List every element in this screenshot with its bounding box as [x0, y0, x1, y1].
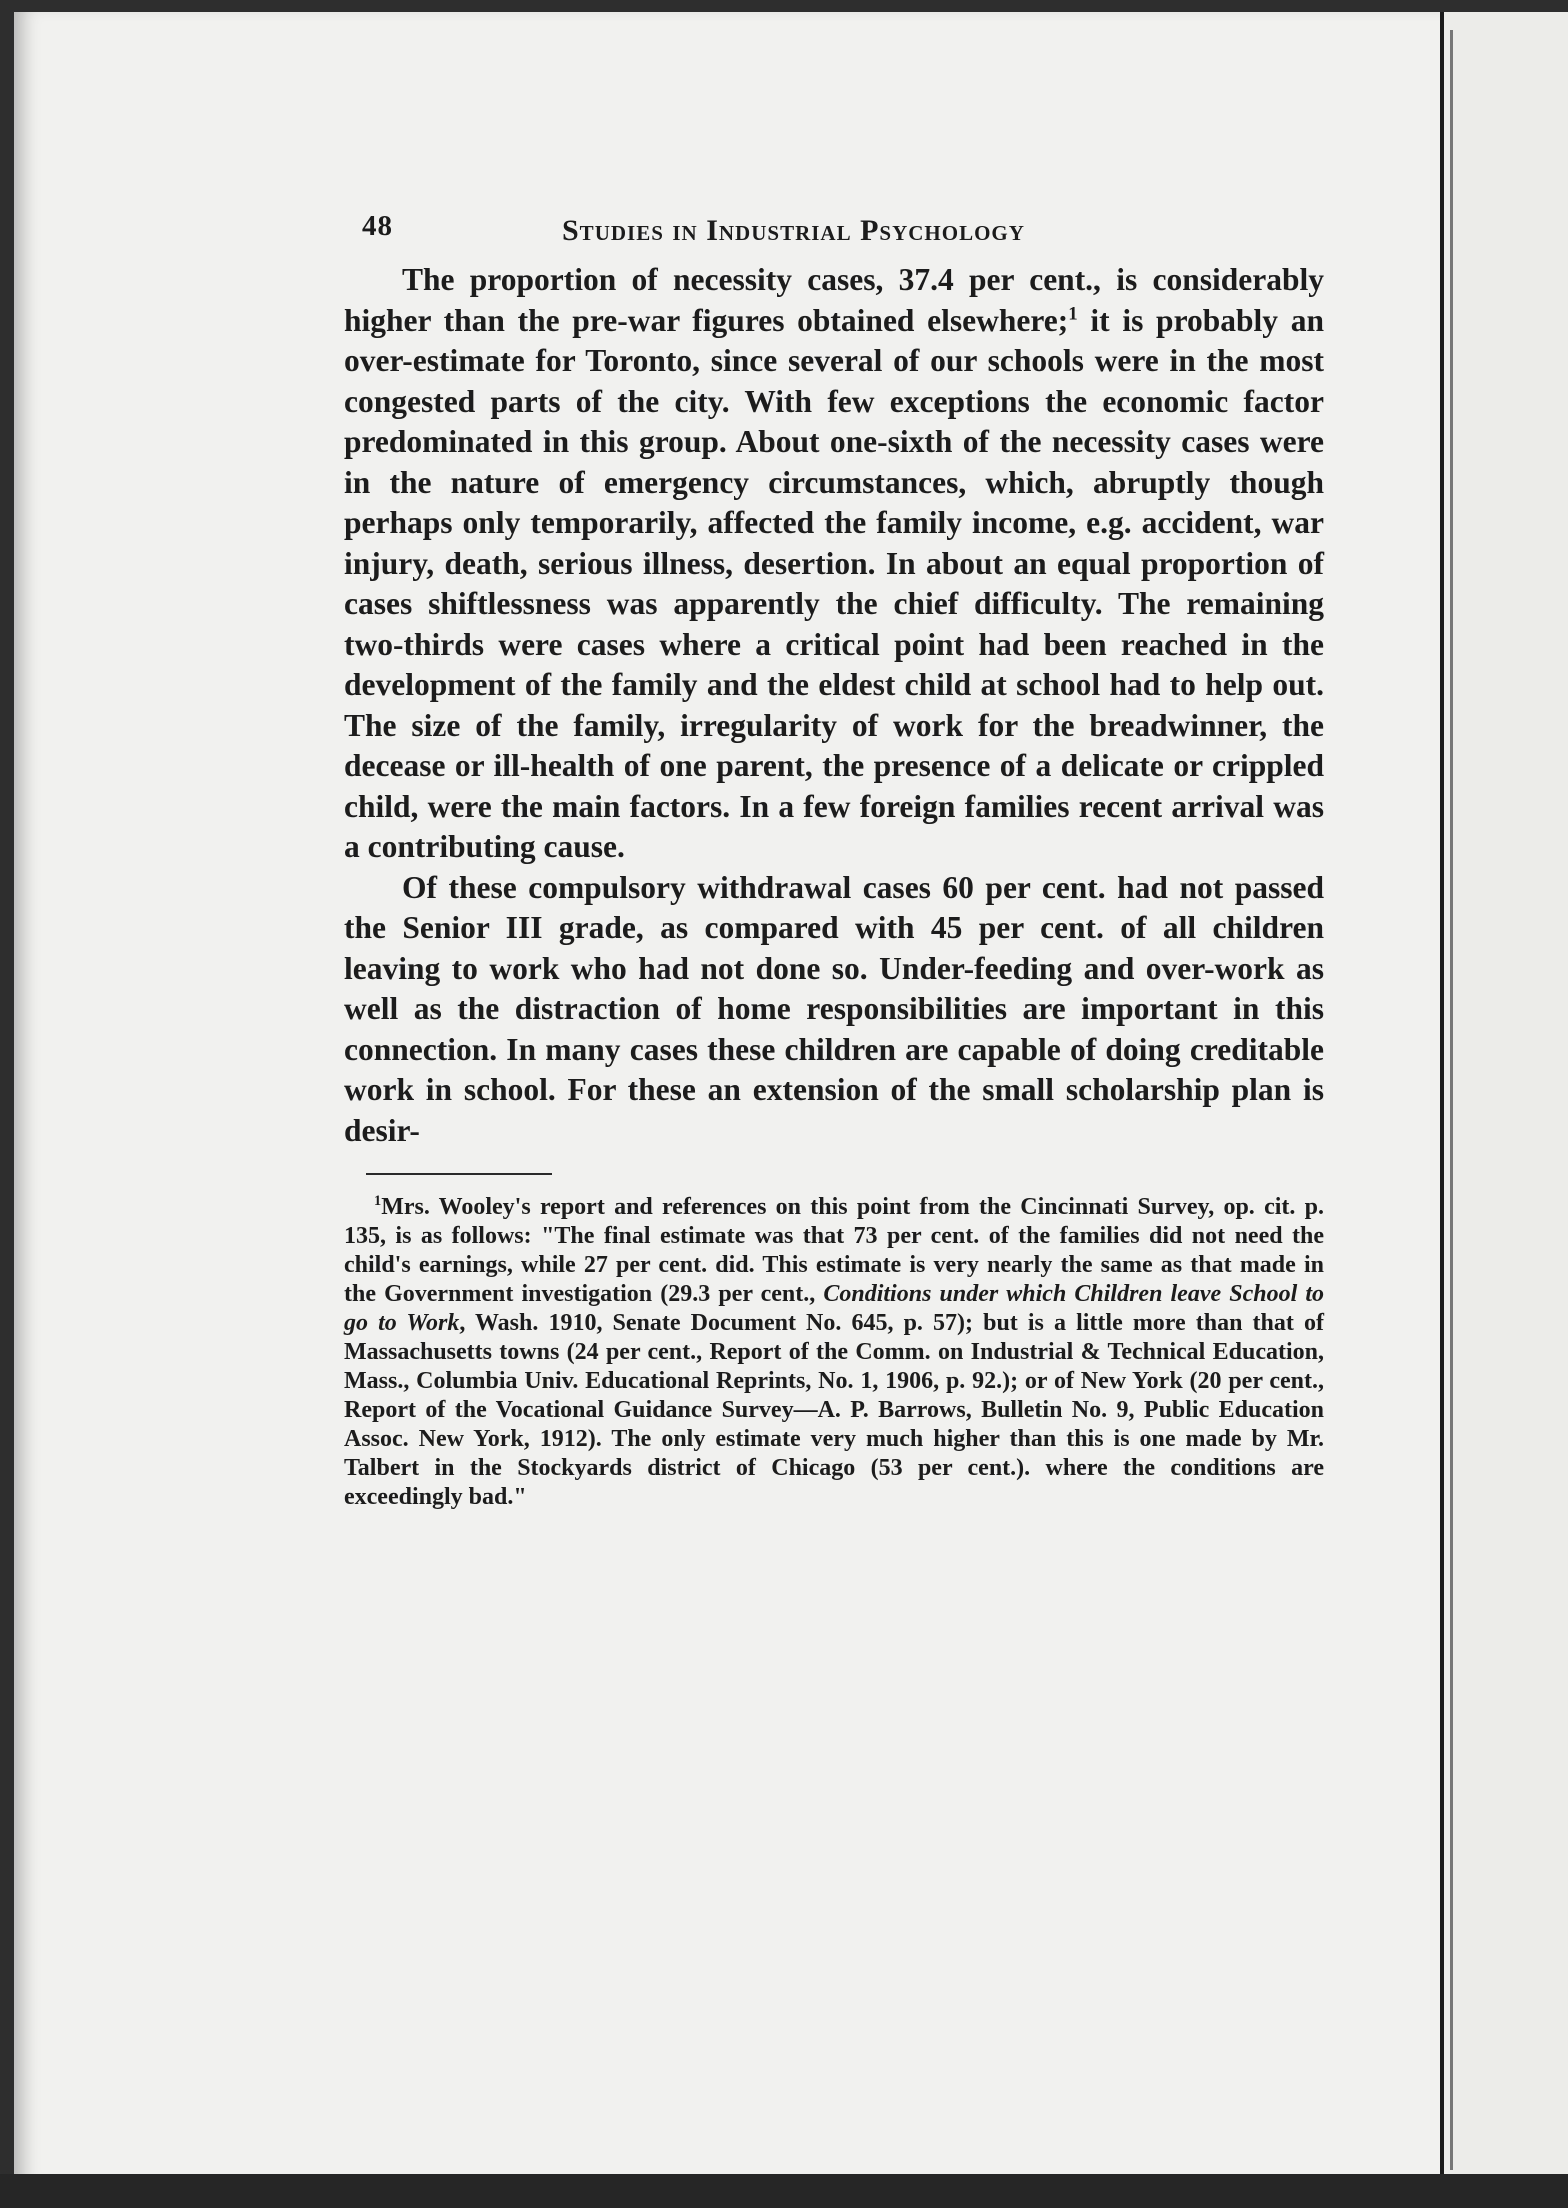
footnote	[344, 1193, 1324, 1512]
page-number: 48	[362, 210, 393, 242]
page-fold-line	[1450, 30, 1453, 2170]
page-text-block	[344, 200, 1324, 1512]
footnote-marker: 1	[374, 1193, 382, 1209]
footnote-divider	[366, 1173, 552, 1175]
footnote-text-part2: , Wash. 1910, Senate Document No. 645, p. 57); but is a little more than that of Massachusetts towns (24 per cent., Report of the Comm. on Industrial & Technical Education, Mass., Columbia Univ. Educational Reprints, No. 1, 1906, p. 92.); or of New York (20 per cent., Report of the Vocational Guidance Survey—A. P. Barrows, Bulletin No. 9, Public Education Assoc. New York, 1912). The only estimate very much higher than this is one made by Mr. Talbert in the Stockyards district of Chicago (53 per cent.). where the conditions are exceedingly bad."	[344, 1310, 1324, 1510]
footnote-italic-title: Conditions under which Children leave School to go to Work	[344, 1281, 1324, 1336]
running-title: Studies in Industrial Psychology	[562, 214, 1025, 247]
paragraph-1	[344, 260, 1324, 868]
scan-bottom-shadow	[0, 2174, 1568, 2208]
footnote-text-part1: Mrs. Wooley's report and references on this point from the Cincinnati Survey, op. cit. p. 135, is as follows: "The final estimate was that 73 per cent. of the families did not need the child's earnings, while 27 per cent. did. This estimate is very nearly the same as that made in the Government investigation (29.3 per cent.,	[344, 1194, 1324, 1307]
paragraph-2: Of these compulsory withdrawal cases 60 per cent. had not passed the Senior III grade, as compared with 45 per cent. of all children leaving to work who had not done so. Under-feeding and over-work as well as the distraction of home responsibilities are important in this connection. In many cases these children are capable of doing creditable work in school. For these an extension of the small scholarship plan is desir-	[344, 869, 1324, 1148]
page-header	[344, 200, 1324, 260]
page-right-edge	[1440, 12, 1568, 2202]
footnote-reference: 1	[1068, 303, 1078, 324]
paragraph-1-rest: it is probably an over-estimate for Toronto, since several of our schools were in the most congested parts of the city. With few exceptions the economic factor predominated in this group. About one-sixth of the necessity cases were in the nature of emergency circumstances, which, abruptly though perhaps only temporarily, affected the family income, e.g. accident, war injury, death, serious illness, desertion. In about an equal proportion of cases shiftlessness was apparently the chief difficulty. The remaining two-thirds were cases where a critical point had been reached in the development of the family and the eldest child at school had to help out. The size of the family, irregularity of work for the breadwinner, the decease or ill-health of one parent, the presence of a delicate or crippled child, were the main factors. In a few foreign families recent arrival was a contributing cause.	[344, 302, 1324, 864]
paragraph-1-start: The proportion of necessity cases, 37.4 per cent., is considerably higher than the pre-war figures obtained elsewhere;	[344, 262, 1324, 338]
